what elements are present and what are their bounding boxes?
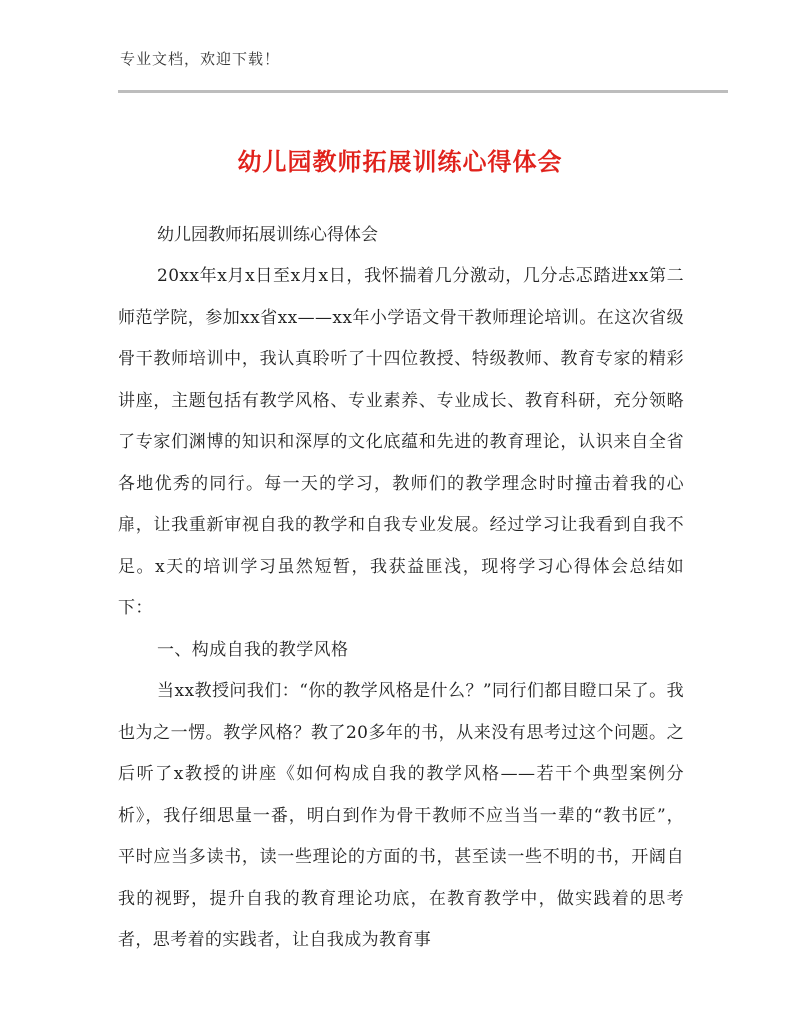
- header-note: 专业文档，欢迎下载！: [120, 50, 281, 68]
- paragraph-teaching-style: 当xx教授问我们：“你的教学风格是什么？”同行们都目瞪口呆了。我也为之一愣。教学风格？教了20多年的书，从来没有思考过这个问题。之后听了x教授的讲座《如何构成自我的教学风格——若干个典型案例分析》，我仔细思量一番，明白到作为骨干教师不应当当一辈的“教书匠”，平时应当多读书，读一些理论的方面的书，甚至读一些不明的书，开阔自我的视野，提升自我的教育理论功底，在教育教学中，做实践着的思考者，思考着的实践者，让自我成为教育事: [118, 681, 684, 950]
- header-divider: [118, 90, 728, 93]
- paragraph-intro: 20xx年x月x日至x月x日，我怀揣着几分激动，几分忐忑踏进xx第二师范学院，参加xx省xx——xx年小学语文骨干教师理论培训。在这次省级骨干教师培训中，我认真聆听了十四位教授、特级教师、教育专家的精彩讲座，主题包括有教学风格、专业素养、专业成长、教育科研，充分领略了专家们渊博的知识和深厚的文化底蕴和先进的教育理论，认识来自全省各地优秀的同行。每一天的学习，教师们的教学理念时时撞击着我的心扉，让我重新审视自我的教学和自我专业发展。经过学习让我看到自我不足。x天的培训学习虽然短暂，我获益匪浅，现将学习心得体会总结如下：: [118, 266, 684, 618]
- section-heading: 一、构成自我的教学风格: [157, 639, 349, 660]
- document-subtitle: 幼儿园教师拓展训练心得体会: [157, 225, 378, 245]
- document-body: [118, 214, 684, 962]
- document-title: 幼儿园教师拓展训练心得体会: [237, 148, 563, 176]
